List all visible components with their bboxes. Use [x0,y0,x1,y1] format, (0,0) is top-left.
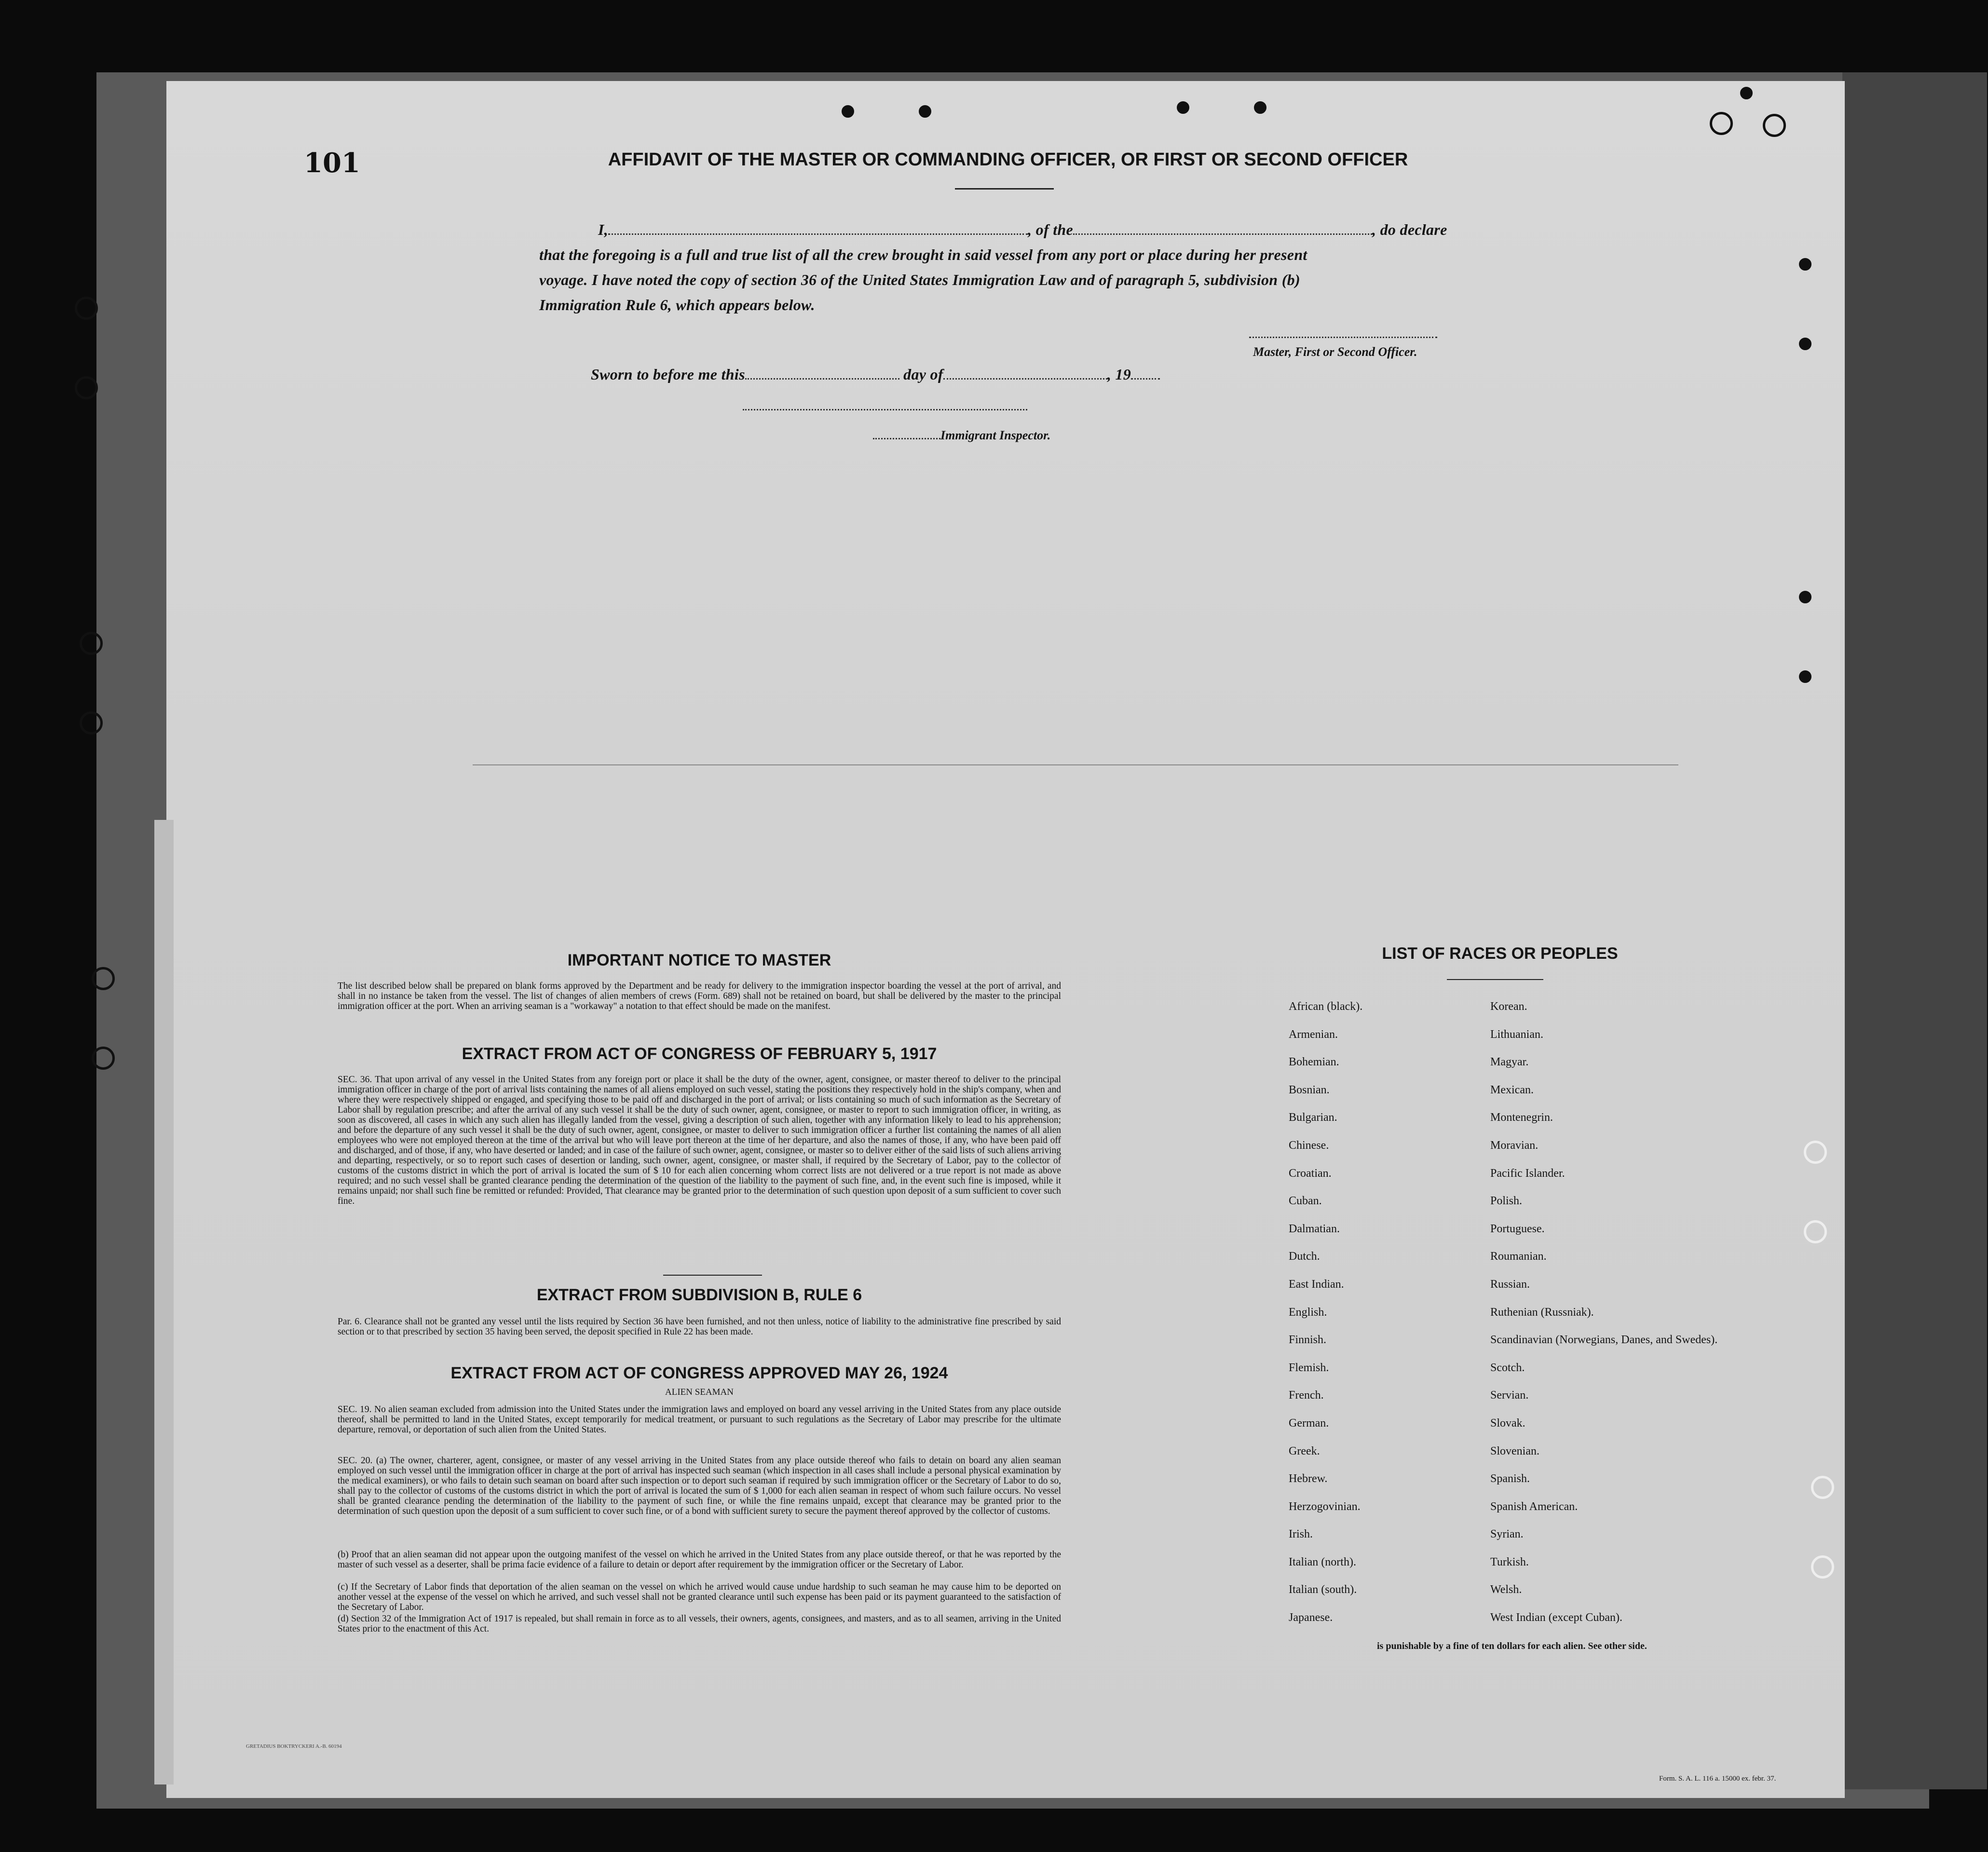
binding-ring-icon [75,297,98,320]
extract-1917-title: EXTRACT FROM ACT OF CONGRESS OF FEBRUARY 5, 1917 [462,1045,937,1063]
extract-1924-title: EXTRACT FROM ACT OF CONGRESS APPROVED MAY 26, 1924 [450,1364,948,1382]
sheet-fold [154,820,174,1784]
punch-hole-icon [1177,101,1189,114]
race-item: Flemish. [1289,1361,1329,1374]
binding-ring-icon [75,376,98,399]
race-item: Korean. [1490,1000,1527,1013]
sworn-label: Sworn to before me this [591,366,745,383]
extract-rule6-title: EXTRACT FROM SUBDIVISION B, RULE 6 [536,1286,862,1304]
races-divider [1447,979,1543,980]
affidavit-line4: Immigration Rule 6, which appears below. [539,296,815,313]
race-item: Chinese. [1289,1139,1329,1152]
race-item: English. [1289,1306,1327,1319]
binding-ring-icon [1763,114,1786,137]
inspector-label-text: Immigrant Inspector. [940,428,1051,442]
punch-hole-icon [1740,87,1753,99]
punch-hole-icon [842,105,854,118]
fine-note: is punishable by a fine of ten dollars for each alien. See other side. [1377,1641,1647,1651]
race-item: Cuban. [1289,1195,1322,1208]
race-item: Scotch. [1490,1361,1525,1374]
punch-hole-icon [1799,338,1811,350]
binding-ring-icon [80,632,103,655]
races-left-column [1289,999,1482,1638]
affidavit-line2: that the foregoing is a full and true list of all the crew brought in said vessel from any port or place during her present [539,246,1307,263]
declare-label: , do declare [1372,221,1447,238]
signature-label: Master, First or Second Officer. [1253,345,1417,359]
binding-ring-icon [1804,1141,1827,1164]
punch-hole-icon [919,105,931,118]
race-item: Dutch. [1289,1250,1320,1263]
sworn-month-blank[interactable] [943,378,1107,380]
binding-ring-icon [80,711,103,735]
punch-hole-icon [1799,670,1811,683]
affidavit-line1 [598,221,1447,239]
race-item: Moravian. [1490,1139,1539,1152]
race-item: Bulgarian. [1289,1111,1337,1124]
vessel-blank[interactable] [1073,233,1372,235]
race-item: Italian (north). [1289,1555,1356,1568]
affidavit-title: AFFIDAVIT OF THE MASTER OR COMMANDING OFFICER, OR FIRST OR SECOND OFFICER [608,150,1408,170]
race-item: Portuguese. [1490,1222,1545,1235]
inspector-name-blank[interactable] [873,438,940,439]
races-title: LIST OF RACES OR PEOPLES [1382,944,1618,963]
binding-ring-icon [92,1047,115,1070]
punch-hole-icon [1799,591,1811,603]
binding-ring-icon [1811,1476,1834,1499]
race-item: Spanish. [1490,1472,1530,1485]
printer-mark: GRETADIUS BOKTRYCKERI A.-B. 60194 [246,1743,342,1749]
race-item: African (black). [1289,1000,1363,1013]
sworn-day-blank[interactable] [745,378,899,380]
race-item: Bohemian. [1289,1056,1339,1069]
binding-ring-icon [92,967,115,990]
race-item: French. [1289,1389,1324,1402]
binding-ring-icon [1804,1220,1827,1243]
form-number: Form. S. A. L. 116 a. 15000 ex. febr. 37. [1659,1775,1776,1783]
race-item: Roumanian. [1490,1250,1547,1263]
race-item: Pacific Islander. [1490,1167,1565,1180]
race-item: Greek. [1289,1444,1320,1457]
notice-title: IMPORTANT NOTICE TO MASTER [567,951,831,969]
race-item: Mexican. [1490,1083,1534,1096]
binding-ring-icon [1811,1555,1834,1579]
race-item: Croatian. [1289,1167,1332,1180]
race-item: Herzogovinian. [1289,1500,1361,1513]
title-underline [955,188,1054,190]
sec19-text: SEC. 19. No alien seaman excluded from admission into the United States under the immigration laws and employed on board any vessel arriving in the United States from any place outside thereof, shall be permitted to land in the United States, except temporarily for medical treatment, or pursuant to such regulations as the Secretary of Labor may prescribe for the ultimate departure, removal, or deportation of such alien from the United States. [338,1404,1061,1435]
inspector-signature-blank[interactable] [743,409,1027,410]
race-item: Spanish American. [1490,1500,1578,1513]
binding-ring-icon [1710,112,1733,135]
race-item: Welsh. [1490,1583,1522,1596]
sec20d-text: (d) Section 32 of the Immigration Act of 1917 is repealed, but shall remain in force as to all vessels, their owners, agents, consignees, and masters, and as to all seamen, arriving in the United States prior to the enactment of this Act. [338,1614,1061,1634]
scan-line [473,764,1678,765]
race-item: Hebrew. [1289,1472,1328,1485]
race-item: Polish. [1490,1195,1523,1208]
declarant-label: I, [598,221,609,238]
sec20a-text: SEC. 20. (a) The owner, charterer, agent, consignee, or master of any vessel arriving in the United States from any place outside thereof who fails to detain on board any alien seaman employed on such vessel until the immigration officer in charge at the port of arrival has inspected such seaman (which inspection in all cases shall include a personal physical examination by the medical examiners), or who fails to detain such seaman on board after such inspection or to deport such seaman if required by such immigration officer or the Secretary of Labor to do so, shall pay to the collector of customs of the customs district in which the port of arrival is located the sum of $ 1,000 for each alien seaman in respect of whom such failure occurs. No vessel shall be granted clearance pending the determination of the liability to the payment of such fine, or while the fine remains unpaid, except that clearance may be granted prior to the determination of such question upon the deposit of a sum sufficient to cover such fine, or of a bond with sufficient surety to secure the payment thereof approved by the collector of customs. [338,1456,1061,1516]
race-item: Scandinavian (Norwegians, Danes, and Swedes). [1490,1334,1718,1347]
race-item: Irish. [1289,1528,1313,1541]
section-divider [663,1275,762,1276]
race-item: Slovak. [1490,1416,1525,1430]
race-item: Japanese. [1289,1611,1333,1624]
race-item: Syrian. [1490,1528,1524,1541]
race-item: Ruthenian (Russniak). [1490,1306,1594,1319]
races-right-column [1490,999,1722,1638]
punch-hole-icon [1254,101,1266,114]
extract-1924-subtitle: ALIEN SEAMAN [665,1387,734,1397]
race-item: East Indian. [1289,1278,1344,1291]
extract-rule6-text: Par. 6. Clearance shall not be granted any vessel until the lists required by Section 36 have been furnished, and not then unless, notice of liability to the administrative fine prescribed by said section or to that prescribed by section 35 having been served, the deposit specified in Rule 22 has been made. [338,1317,1061,1337]
signature-blank[interactable] [1249,337,1437,338]
inspector-label [873,428,1050,443]
sec20b-text: (b) Proof that an alien seaman did not appear upon the outgoing manifest of the vessel on which he arrived in the United States from any place outside thereof, or that he was reported by the master of such vessel as a deserter, shall be prima facie evidence of a failure to detain or deport after requirement by the immigration officer or the Secretary of Labor. [338,1550,1061,1570]
extract-1917-text: SEC. 36. That upon arrival of any vessel in the United States from any foreign port or place it shall be the duty of the owner, agent, consignee, or master thereof to deliver to the principal immigration officer in charge of the port of arrival lists containing the names of all aliens employed on such vessel, stating the positions they respectively hold in the ship's company, when and where they were respectively shipped or engaged, and specifying those to be paid off and discharged in the port of arrival; or lists containing so much of such information as the Secretary of Labor shall by regulation prescribe; and after the arrival of any such vessel it shall be the duty of such owner, agent, consignee, or master to report to such immigration officer, in writing, as soon as discovered, all cases in which any such alien has illegally landed from the vessel, giving a description of such alien, together with any information likely to lead to his apprehension; and before the departure of any such vessel it shall be the duty of such owner, agent, consignee, or master to deliver to such immigration officer a further list containing the names of all alien employees who were not employed thereon at the time of the arrival but who will leave port thereon at the time of her departure, and also the names of those, if any, who have been paid off and discharged, and of those, if any, who have deserted or landed; and in case of the failure of such owner, agent, consignee, or master so to deliver either of the said lists of such aliens arriving and departing, respectively, or so to report such cases of desertion or landing, such owner, agent, consignee, or master shall, if required by the Secretary of Labor, pay to the collector of customs of the customs district in which the port of arrival is located the sum of $ 10 for each alien concerning whom correct lists are not delivered or a true report is not made as above required; and no such vessel shall be granted clearance pending the determination of the question of the liability to the payment of such fine, and, in the event such fine is imposed, while it remains unpaid; nor shall such fine be remitted or refunded: Provided, That clearance may be granted prior to the determination of such question upon deposit of a sum sufficient to cover such fine. [338,1075,1061,1206]
race-item: Magyar. [1490,1056,1529,1069]
race-item: Servian. [1490,1389,1529,1402]
vessel-label: , of the [1028,221,1074,238]
sec20c-text: (c) If the Secretary of Labor finds that deportation of the alien seaman on the vessel on which he arrived would cause undue hardship to such seaman he may cause him to be deported on another vessel at the expense of the vessel on which he arrived, and such vessel shall not be granted clearance until such expense has been paid or its payment guaranteed to the satisfaction of the Secretary of Labor. [338,1582,1061,1612]
notice-text: The list described below shall be prepared on blank forms approved by the Department and be ready for delivery to the immigration inspector boarding the vessel at the port of arrival, and shall in no instance be taken from the vessel. The list of changes of alien members of crews (Form. 689) shall not be retained on board, but shall be delivered by the master to the principal immigration officer at the port. When an arriving seaman is a "workaway" a notation to that effect should be made on the manifest. [338,981,1061,1011]
race-item: Lithuanian. [1490,1028,1543,1041]
race-item: Dalmatian. [1289,1222,1340,1235]
year-label: , 19 [1107,366,1131,383]
race-item: German. [1289,1416,1329,1430]
page-number: 101 [304,147,360,179]
punch-hole-icon [1799,258,1811,271]
day-of-label: day of [903,366,943,383]
underlying-page-edge [1842,72,1987,1789]
sworn-year-blank[interactable] [1131,378,1160,380]
race-item: Finnish. [1289,1334,1327,1347]
race-item: Turkish. [1490,1555,1529,1568]
race-item: West Indian (except Cuban). [1490,1611,1622,1624]
race-item: Slovenian. [1490,1444,1539,1457]
affidavit-line3: voyage. I have noted the copy of section 36 of the United States Immigration Law and of paragraph 5, subdivision (b) [539,271,1300,288]
race-item: Bosnian. [1289,1083,1330,1096]
race-item: Armenian. [1289,1028,1338,1041]
race-item: Italian (south). [1289,1583,1357,1596]
race-item: Montenegrin. [1490,1111,1553,1124]
sworn-line [591,366,1160,383]
declarant-blank[interactable] [608,233,1028,235]
race-item: Russian. [1490,1278,1530,1291]
